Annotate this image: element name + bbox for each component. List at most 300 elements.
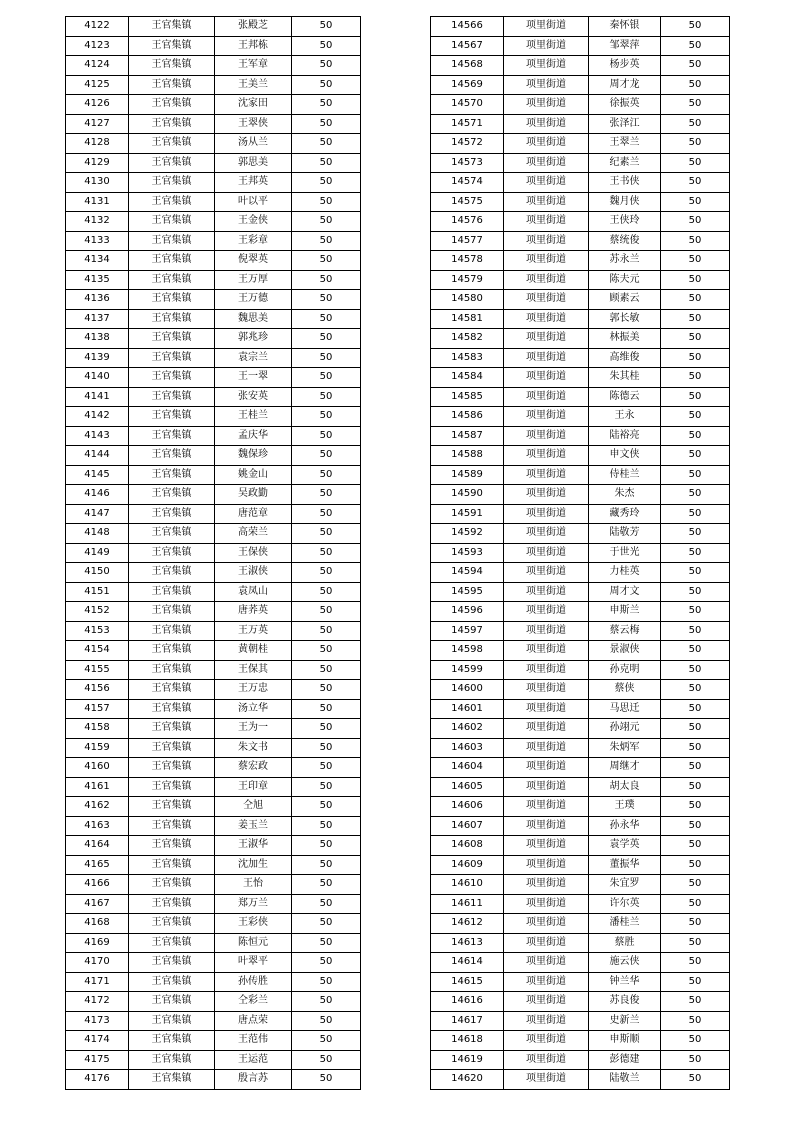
table-row xyxy=(66,797,361,817)
table-row xyxy=(431,758,730,778)
table-row xyxy=(431,582,730,602)
serial-number-cell: 4132 xyxy=(66,212,129,232)
serial-number-cell: 4174 xyxy=(66,1031,129,1051)
amount-cell: 50 xyxy=(292,36,361,56)
amount-cell: 50 xyxy=(292,251,361,271)
table-row xyxy=(431,114,730,134)
name-cell: 孙永华 xyxy=(589,816,661,836)
amount-cell: 50 xyxy=(292,270,361,290)
name-cell: 周才文 xyxy=(589,582,661,602)
table-row xyxy=(66,251,361,271)
town-cell: 王官集镇 xyxy=(129,777,215,797)
name-cell: 王范伟 xyxy=(215,1031,292,1051)
name-cell: 力桂英 xyxy=(589,563,661,583)
serial-number-cell: 14573 xyxy=(431,153,504,173)
serial-number-cell: 14597 xyxy=(431,621,504,641)
town-cell: 项里街道 xyxy=(504,660,589,680)
name-cell: 藏秀玲 xyxy=(589,504,661,524)
name-cell: 姜玉兰 xyxy=(215,816,292,836)
town-cell: 王官集镇 xyxy=(129,368,215,388)
table-row xyxy=(431,95,730,115)
amount-cell: 50 xyxy=(292,446,361,466)
serial-number-cell: 4145 xyxy=(66,465,129,485)
town-cell: 王官集镇 xyxy=(129,1070,215,1090)
name-cell: 王保侠 xyxy=(215,543,292,563)
serial-number-cell: 4156 xyxy=(66,680,129,700)
name-cell: 申斯顺 xyxy=(589,1031,661,1051)
name-cell: 王翠侠 xyxy=(215,114,292,134)
name-cell: 魏思美 xyxy=(215,309,292,329)
name-cell: 叶以平 xyxy=(215,192,292,212)
name-cell: 王万厚 xyxy=(215,270,292,290)
amount-cell: 50 xyxy=(661,192,730,212)
amount-cell: 50 xyxy=(292,758,361,778)
serial-number-cell: 4169 xyxy=(66,933,129,953)
serial-number-cell: 14620 xyxy=(431,1070,504,1090)
serial-number-cell: 4127 xyxy=(66,114,129,134)
serial-number-cell: 4137 xyxy=(66,309,129,329)
town-cell: 王官集镇 xyxy=(129,543,215,563)
table-row xyxy=(431,1050,730,1070)
amount-cell: 50 xyxy=(292,368,361,388)
serial-number-cell: 4135 xyxy=(66,270,129,290)
amount-cell: 50 xyxy=(292,855,361,875)
town-cell: 项里街道 xyxy=(504,602,589,622)
amount-cell: 50 xyxy=(661,621,730,641)
table-row xyxy=(66,1011,361,1031)
serial-number-cell: 14606 xyxy=(431,797,504,817)
name-cell: 纪素兰 xyxy=(589,153,661,173)
amount-cell: 50 xyxy=(661,680,730,700)
table-row xyxy=(66,95,361,115)
table-row xyxy=(431,387,730,407)
table-row xyxy=(431,524,730,544)
table-row xyxy=(431,972,730,992)
serial-number-cell: 14605 xyxy=(431,777,504,797)
table-row xyxy=(431,836,730,856)
name-cell: 王印章 xyxy=(215,777,292,797)
town-cell: 王官集镇 xyxy=(129,485,215,505)
amount-cell: 50 xyxy=(292,17,361,37)
name-cell: 董振华 xyxy=(589,855,661,875)
name-cell: 郑万兰 xyxy=(215,894,292,914)
town-cell: 项里街道 xyxy=(504,933,589,953)
serial-number-cell: 14569 xyxy=(431,75,504,95)
table-row xyxy=(431,563,730,583)
town-cell: 王官集镇 xyxy=(129,446,215,466)
name-cell: 于世光 xyxy=(589,543,661,563)
serial-number-cell: 14566 xyxy=(431,17,504,37)
table-row xyxy=(66,992,361,1012)
table-row xyxy=(431,192,730,212)
amount-cell: 50 xyxy=(661,875,730,895)
amount-cell: 50 xyxy=(661,387,730,407)
serial-number-cell: 4129 xyxy=(66,153,129,173)
table-row xyxy=(66,153,361,173)
town-cell: 项里街道 xyxy=(504,329,589,349)
serial-number-cell: 14575 xyxy=(431,192,504,212)
town-cell: 项里街道 xyxy=(504,56,589,76)
table-row xyxy=(431,816,730,836)
name-cell: 王淑侠 xyxy=(215,563,292,583)
town-cell: 王官集镇 xyxy=(129,797,215,817)
town-cell: 王官集镇 xyxy=(129,56,215,76)
amount-cell: 50 xyxy=(292,387,361,407)
table-row xyxy=(431,797,730,817)
serial-number-cell: 14619 xyxy=(431,1050,504,1070)
name-cell: 秦怀银 xyxy=(589,17,661,37)
town-cell: 项里街道 xyxy=(504,231,589,251)
amount-cell: 50 xyxy=(661,797,730,817)
serial-number-cell: 4139 xyxy=(66,348,129,368)
serial-number-cell: 4151 xyxy=(66,582,129,602)
name-cell: 王万德 xyxy=(215,290,292,310)
table-row xyxy=(66,114,361,134)
amount-cell: 50 xyxy=(292,563,361,583)
town-cell: 项里街道 xyxy=(504,134,589,154)
serial-number-cell: 4168 xyxy=(66,914,129,934)
table-row xyxy=(66,777,361,797)
town-cell: 王官集镇 xyxy=(129,114,215,134)
amount-cell: 50 xyxy=(661,368,730,388)
amount-cell: 50 xyxy=(661,992,730,1012)
name-cell: 沈家田 xyxy=(215,95,292,115)
table-row xyxy=(66,680,361,700)
amount-cell: 50 xyxy=(292,953,361,973)
amount-cell: 50 xyxy=(292,738,361,758)
town-cell: 项里街道 xyxy=(504,504,589,524)
serial-number-cell: 14613 xyxy=(431,933,504,953)
amount-cell: 50 xyxy=(661,290,730,310)
table-row xyxy=(66,348,361,368)
amount-cell: 50 xyxy=(292,290,361,310)
town-cell: 项里街道 xyxy=(504,446,589,466)
name-cell: 陆裕亮 xyxy=(589,426,661,446)
table-row xyxy=(431,465,730,485)
amount-cell: 50 xyxy=(292,407,361,427)
serial-number-cell: 4161 xyxy=(66,777,129,797)
amount-cell: 50 xyxy=(661,816,730,836)
amount-cell: 50 xyxy=(292,524,361,544)
name-cell: 王永 xyxy=(589,407,661,427)
serial-number-cell: 4130 xyxy=(66,173,129,193)
table-row xyxy=(431,348,730,368)
table-row xyxy=(66,36,361,56)
amount-cell: 50 xyxy=(661,777,730,797)
amount-cell: 50 xyxy=(292,699,361,719)
name-cell: 朱炳军 xyxy=(589,738,661,758)
name-cell: 陆敬芳 xyxy=(589,524,661,544)
name-cell: 王侠玲 xyxy=(589,212,661,232)
town-cell: 项里街道 xyxy=(504,524,589,544)
town-cell: 王官集镇 xyxy=(129,231,215,251)
name-cell: 周才龙 xyxy=(589,75,661,95)
name-cell: 吴政勤 xyxy=(215,485,292,505)
table-row xyxy=(431,504,730,524)
amount-cell: 50 xyxy=(661,836,730,856)
serial-number-cell: 4171 xyxy=(66,972,129,992)
amount-cell: 50 xyxy=(661,348,730,368)
serial-number-cell: 14583 xyxy=(431,348,504,368)
serial-number-cell: 4133 xyxy=(66,231,129,251)
town-cell: 王官集镇 xyxy=(129,95,215,115)
serial-number-cell: 4165 xyxy=(66,855,129,875)
town-cell: 项里街道 xyxy=(504,251,589,271)
name-cell: 彭德建 xyxy=(589,1050,661,1070)
table-row xyxy=(66,368,361,388)
table-row xyxy=(66,914,361,934)
town-cell: 王官集镇 xyxy=(129,933,215,953)
table-row xyxy=(66,426,361,446)
amount-cell: 50 xyxy=(661,953,730,973)
serial-number-cell: 14596 xyxy=(431,602,504,622)
name-cell: 唐点荣 xyxy=(215,1011,292,1031)
name-cell: 汤从兰 xyxy=(215,134,292,154)
table-row xyxy=(431,134,730,154)
amount-cell: 50 xyxy=(292,972,361,992)
table-row xyxy=(66,875,361,895)
name-cell: 陈夫元 xyxy=(589,270,661,290)
table-row xyxy=(431,621,730,641)
table-row xyxy=(431,855,730,875)
town-cell: 王官集镇 xyxy=(129,524,215,544)
serial-number-cell: 14600 xyxy=(431,680,504,700)
amount-cell: 50 xyxy=(292,992,361,1012)
amount-cell: 50 xyxy=(661,855,730,875)
town-cell: 王官集镇 xyxy=(129,426,215,446)
serial-number-cell: 14601 xyxy=(431,699,504,719)
serial-number-cell: 4142 xyxy=(66,407,129,427)
serial-number-cell: 4126 xyxy=(66,95,129,115)
serial-number-cell: 4164 xyxy=(66,836,129,856)
town-cell: 王官集镇 xyxy=(129,953,215,973)
table-row xyxy=(431,407,730,427)
table-row xyxy=(431,1070,730,1090)
serial-number-cell: 14570 xyxy=(431,95,504,115)
amount-cell: 50 xyxy=(661,407,730,427)
table-row xyxy=(431,543,730,563)
town-cell: 项里街道 xyxy=(504,953,589,973)
name-cell: 蔡统俊 xyxy=(589,231,661,251)
town-cell: 项里街道 xyxy=(504,641,589,661)
amount-cell: 50 xyxy=(661,17,730,37)
town-cell: 项里街道 xyxy=(504,699,589,719)
table-row xyxy=(431,777,730,797)
town-cell: 王官集镇 xyxy=(129,563,215,583)
table-row xyxy=(66,270,361,290)
serial-number-cell: 4143 xyxy=(66,426,129,446)
serial-number-cell: 14598 xyxy=(431,641,504,661)
name-cell: 钟兰华 xyxy=(589,972,661,992)
serial-number-cell: 4176 xyxy=(66,1070,129,1090)
name-cell: 张安英 xyxy=(215,387,292,407)
table-row xyxy=(66,621,361,641)
table-row xyxy=(431,602,730,622)
name-cell: 袁凤山 xyxy=(215,582,292,602)
name-cell: 王淑华 xyxy=(215,836,292,856)
town-cell: 王官集镇 xyxy=(129,387,215,407)
name-cell: 魏保珍 xyxy=(215,446,292,466)
amount-cell: 50 xyxy=(661,524,730,544)
name-cell: 仝旭 xyxy=(215,797,292,817)
table-row xyxy=(431,699,730,719)
amount-cell: 50 xyxy=(661,153,730,173)
serial-number-cell: 4155 xyxy=(66,660,129,680)
town-cell: 项里街道 xyxy=(504,407,589,427)
table-row xyxy=(431,153,730,173)
amount-cell: 50 xyxy=(292,153,361,173)
serial-number-cell: 14611 xyxy=(431,894,504,914)
table-row xyxy=(66,953,361,973)
town-cell: 项里街道 xyxy=(504,621,589,641)
amount-cell: 50 xyxy=(292,933,361,953)
table-row xyxy=(66,1070,361,1090)
serial-number-cell: 14581 xyxy=(431,309,504,329)
serial-number-cell: 4160 xyxy=(66,758,129,778)
town-cell: 项里街道 xyxy=(504,719,589,739)
name-cell: 胡太良 xyxy=(589,777,661,797)
town-cell: 王官集镇 xyxy=(129,212,215,232)
name-cell: 蔡宏政 xyxy=(215,758,292,778)
town-cell: 王官集镇 xyxy=(129,660,215,680)
town-cell: 项里街道 xyxy=(504,212,589,232)
serial-number-cell: 14594 xyxy=(431,563,504,583)
town-cell: 王官集镇 xyxy=(129,36,215,56)
name-cell: 朱其桂 xyxy=(589,368,661,388)
table-row xyxy=(66,582,361,602)
town-cell: 项里街道 xyxy=(504,1070,589,1090)
serial-number-cell: 14615 xyxy=(431,972,504,992)
amount-cell: 50 xyxy=(292,309,361,329)
table-row xyxy=(66,894,361,914)
serial-number-cell: 4136 xyxy=(66,290,129,310)
serial-number-cell: 14607 xyxy=(431,816,504,836)
table-row xyxy=(66,660,361,680)
town-cell: 项里街道 xyxy=(504,387,589,407)
amount-cell: 50 xyxy=(292,680,361,700)
amount-cell: 50 xyxy=(292,1011,361,1031)
name-cell: 殷言苏 xyxy=(215,1070,292,1090)
town-cell: 项里街道 xyxy=(504,1011,589,1031)
amount-cell: 50 xyxy=(292,212,361,232)
town-cell: 项里街道 xyxy=(504,894,589,914)
town-cell: 王官集镇 xyxy=(129,75,215,95)
town-cell: 王官集镇 xyxy=(129,582,215,602)
amount-cell: 50 xyxy=(661,114,730,134)
table-row xyxy=(66,855,361,875)
town-cell: 项里街道 xyxy=(504,17,589,37)
town-cell: 项里街道 xyxy=(504,192,589,212)
serial-number-cell: 14577 xyxy=(431,231,504,251)
serial-number-cell: 14584 xyxy=(431,368,504,388)
amount-cell: 50 xyxy=(292,875,361,895)
serial-number-cell: 14614 xyxy=(431,953,504,973)
name-cell: 周继才 xyxy=(589,758,661,778)
table-row xyxy=(431,738,730,758)
table-row xyxy=(66,1031,361,1051)
table-row xyxy=(66,75,361,95)
town-cell: 王官集镇 xyxy=(129,465,215,485)
amount-cell: 50 xyxy=(661,1070,730,1090)
amount-cell: 50 xyxy=(292,134,361,154)
amount-cell: 50 xyxy=(292,602,361,622)
table-row xyxy=(431,1031,730,1051)
table-row xyxy=(431,231,730,251)
town-cell: 王官集镇 xyxy=(129,1050,215,1070)
amount-cell: 50 xyxy=(661,329,730,349)
amount-cell: 50 xyxy=(661,543,730,563)
town-cell: 项里街道 xyxy=(504,95,589,115)
name-cell: 马思迁 xyxy=(589,699,661,719)
amount-cell: 50 xyxy=(661,933,730,953)
name-cell: 张殿芝 xyxy=(215,17,292,37)
serial-number-cell: 4125 xyxy=(66,75,129,95)
serial-number-cell: 14585 xyxy=(431,387,504,407)
amount-cell: 50 xyxy=(661,738,730,758)
serial-number-cell: 14586 xyxy=(431,407,504,427)
amount-cell: 50 xyxy=(661,504,730,524)
name-cell: 王邦英 xyxy=(215,173,292,193)
table-row xyxy=(66,816,361,836)
name-cell: 苏永兰 xyxy=(589,251,661,271)
amount-cell: 50 xyxy=(292,465,361,485)
town-cell: 项里街道 xyxy=(504,426,589,446)
table-row xyxy=(66,1050,361,1070)
serial-number-cell: 4159 xyxy=(66,738,129,758)
name-cell: 唐荞英 xyxy=(215,602,292,622)
amount-cell: 50 xyxy=(292,719,361,739)
amount-cell: 50 xyxy=(661,231,730,251)
amount-cell: 50 xyxy=(661,56,730,76)
amount-cell: 50 xyxy=(292,114,361,134)
name-cell: 高维俊 xyxy=(589,348,661,368)
table-row xyxy=(66,933,361,953)
town-cell: 项里街道 xyxy=(504,114,589,134)
name-cell: 郭长敏 xyxy=(589,309,661,329)
name-cell: 王运范 xyxy=(215,1050,292,1070)
serial-number-cell: 4124 xyxy=(66,56,129,76)
table-row xyxy=(431,933,730,953)
serial-number-cell: 4154 xyxy=(66,641,129,661)
table-row xyxy=(66,602,361,622)
name-cell: 蔡侠 xyxy=(589,680,661,700)
amount-cell: 50 xyxy=(292,1070,361,1090)
name-cell: 景淑侠 xyxy=(589,641,661,661)
town-cell: 王官集镇 xyxy=(129,836,215,856)
name-cell: 朱杰 xyxy=(589,485,661,505)
name-cell: 王怡 xyxy=(215,875,292,895)
name-cell: 黄朝桂 xyxy=(215,641,292,661)
town-cell: 项里街道 xyxy=(504,348,589,368)
table-row xyxy=(431,1011,730,1031)
table-row xyxy=(431,680,730,700)
amount-cell: 50 xyxy=(292,95,361,115)
amount-cell: 50 xyxy=(292,914,361,934)
table-row xyxy=(66,231,361,251)
name-cell: 张泽江 xyxy=(589,114,661,134)
amount-cell: 50 xyxy=(661,699,730,719)
table-row xyxy=(431,485,730,505)
name-cell: 高荣兰 xyxy=(215,524,292,544)
table-row xyxy=(431,914,730,934)
serial-number-cell: 4140 xyxy=(66,368,129,388)
serial-number-cell: 4148 xyxy=(66,524,129,544)
table-row xyxy=(66,758,361,778)
name-cell: 王万忠 xyxy=(215,680,292,700)
name-cell: 姚金山 xyxy=(215,465,292,485)
serial-number-cell: 14587 xyxy=(431,426,504,446)
town-cell: 项里街道 xyxy=(504,1050,589,1070)
